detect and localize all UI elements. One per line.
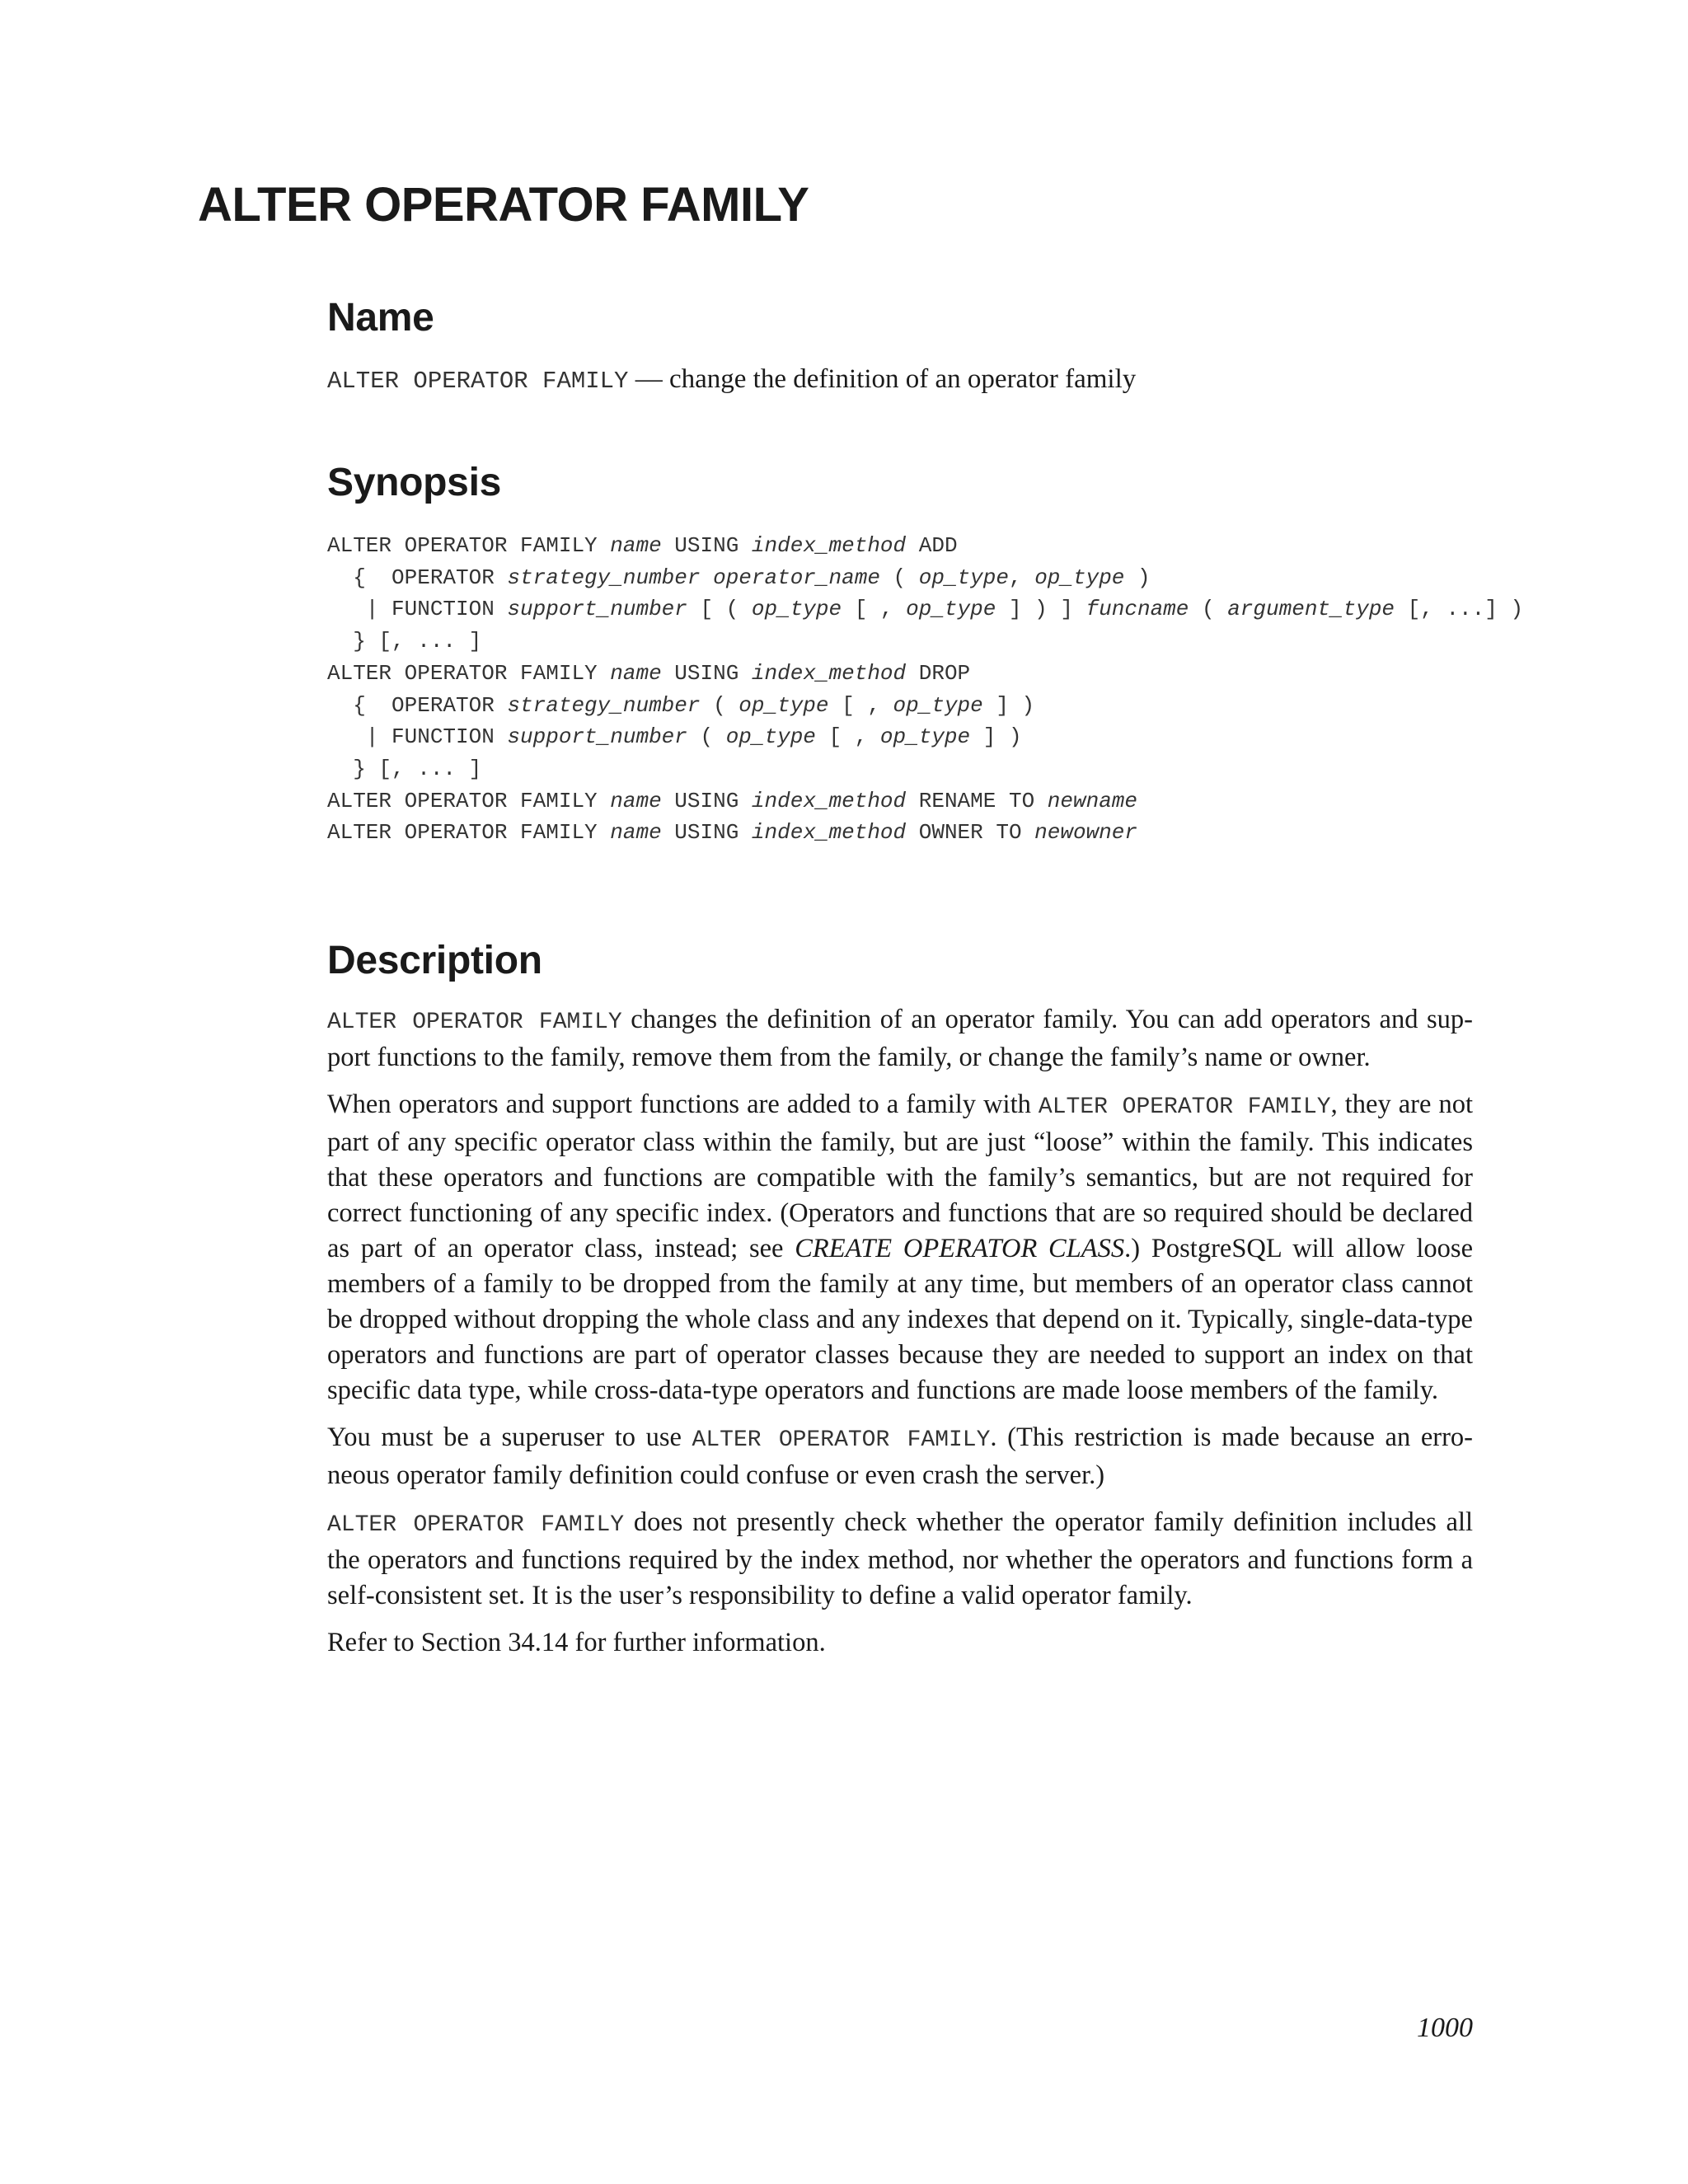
synopsis-line <box>327 658 1523 690</box>
text-run: } [, ... ] <box>327 629 482 654</box>
placeholder-term: support_number <box>507 597 687 622</box>
text-run: USING <box>661 820 752 846</box>
placeholder-term: newname <box>1047 788 1137 813</box>
text-run: [, ...] ) <box>1395 597 1524 622</box>
text-run: , they are not part of any specific operator class within the family, but are just “loose” within the family. This indicates that these operators and functions are compatible with the family’s semantics, but are not required for correct functioning of any specific index. (Operators and functions that are so required should be declared as part of an operator class, instead; see <box>327 1090 1473 1263</box>
text-run: ALTER OPERATOR FAMILY <box>327 533 611 558</box>
page-title: ALTER OPERATOR FAMILY <box>198 178 809 232</box>
text-run: USING <box>661 660 752 686</box>
name-line <box>327 363 1473 398</box>
placeholder-term: op_type <box>725 724 816 750</box>
text-run: .) PostgreSQL will allow loose members of a family to be dropped from the family at any time, but members of an operator class cannot be dropped without dropping the whole class and any indexes that depend on it. Typically, single-data-type operators and functions are part of operator classes because they are needed to support an index on that specific data type, while cross-data-type operators and functions are made loose members of the family. <box>327 1234 1473 1405</box>
command-name: ALTER OPERATOR FAMILY <box>327 368 629 395</box>
description-paragraph <box>327 1002 1473 1076</box>
synopsis-line <box>327 817 1523 849</box>
cross-reference: CREATE OPERATOR CLASS <box>795 1234 1125 1263</box>
placeholder-term: op_type <box>879 724 971 750</box>
page-number: 1000 <box>1417 2013 1473 2043</box>
placeholder-term: op_type <box>893 692 983 718</box>
placeholder-term: op_type <box>738 692 829 718</box>
description-heading: Description <box>327 939 542 982</box>
text-run: [ , <box>828 692 893 718</box>
name-heading: Name <box>327 296 434 340</box>
placeholder-term: argument_type <box>1227 597 1395 622</box>
synopsis-line <box>327 721 1523 753</box>
text-run: ( <box>687 724 726 750</box>
text-run: ] ) <box>970 724 1022 750</box>
synopsis-line <box>327 626 1523 658</box>
text-run: OWNER TO <box>906 820 1035 846</box>
text-run: ( <box>1189 597 1228 622</box>
inline-code: ALTER OPERATOR FAMILY <box>1038 1094 1331 1120</box>
text-run: USING <box>661 533 752 558</box>
text-run: { OPERATOR <box>327 692 508 718</box>
description-paragraph <box>327 1420 1473 1493</box>
placeholder-term: name <box>610 660 662 686</box>
text-run: does not presently check whether the operator family definition includes all the operators and functions required by the index method, nor whether the operators and functions form a self-consistent set. It is the user’s responsibility to define a valid operator family. <box>327 1507 1473 1610</box>
placeholder-term: name <box>610 788 662 813</box>
text-run: [ ( <box>687 597 752 622</box>
placeholder-term: op_type <box>918 565 1009 590</box>
placeholder-term: support_number <box>507 724 687 750</box>
placeholder-term: index_method <box>751 788 907 813</box>
placeholder-term: index_method <box>751 533 907 558</box>
text-run: ( <box>879 565 919 590</box>
placeholder-term: strategy_number <box>507 692 701 718</box>
text-run: You must be a superuser to use <box>327 1422 692 1452</box>
text-run: Refer to Section 34.14 for further information. <box>327 1628 826 1657</box>
text-run: ALTER OPERATOR FAMILY <box>327 788 611 813</box>
text-run: [ , <box>842 597 907 622</box>
text-run <box>700 565 713 590</box>
description-body <box>327 1002 1473 1672</box>
text-run: ] ) <box>982 692 1035 718</box>
placeholder-term: strategy_number <box>507 565 701 590</box>
text-run: USING <box>661 788 752 813</box>
text-run: | FUNCTION <box>327 597 508 622</box>
placeholder-term: op_type <box>751 597 842 622</box>
text-run: ALTER OPERATOR FAMILY <box>327 660 611 686</box>
synopsis-line <box>327 785 1523 818</box>
placeholder-term: operator_name <box>713 565 880 590</box>
text-run: ] ) ] <box>996 597 1086 622</box>
command-summary: — change the definition of an operator family <box>628 364 1137 394</box>
inline-code: ALTER OPERATOR FAMILY <box>692 1427 991 1453</box>
text-run: ) <box>1124 565 1151 590</box>
text-run: { OPERATOR <box>327 565 508 590</box>
text-run: ADD <box>906 533 958 558</box>
text-run: | FUNCTION <box>327 724 508 750</box>
placeholder-term: index_method <box>751 660 907 686</box>
placeholder-term: name <box>610 820 662 846</box>
placeholder-term: op_type <box>906 597 996 622</box>
placeholder-term: name <box>610 533 662 558</box>
text-run: DROP <box>906 660 971 686</box>
description-paragraph <box>327 1625 1473 1661</box>
text-run: . (This restriction is made because an erro-neous operator family definition could confuse or even crash the server.) <box>327 1422 1473 1490</box>
synopsis-line <box>327 562 1523 594</box>
synopsis-line <box>327 690 1523 722</box>
text-run: , <box>1008 565 1035 590</box>
text-run: [ , <box>815 724 880 750</box>
text-run: } [, ... ] <box>327 756 482 781</box>
synopsis-line <box>327 593 1523 626</box>
text-run: ALTER OPERATOR FAMILY <box>327 820 611 846</box>
inline-code: ALTER OPERATOR FAMILY <box>327 1010 622 1035</box>
text-run: changes the definition of an operator family. You can add operators and sup-port functions to the family, remove them from the family, or change the family’s name or owner. <box>327 1005 1473 1072</box>
placeholder-term: index_method <box>751 820 907 846</box>
synopsis-line <box>327 753 1523 785</box>
synopsis-heading: Synopsis <box>327 461 501 504</box>
synopsis-code-block <box>327 530 1523 849</box>
placeholder-term: op_type <box>1034 565 1125 590</box>
synopsis-line <box>327 530 1523 562</box>
text-run: ( <box>700 692 739 718</box>
description-paragraph <box>327 1087 1473 1408</box>
placeholder-term: newowner <box>1034 820 1137 846</box>
inline-code: ALTER OPERATOR FAMILY <box>327 1512 625 1538</box>
text-run: RENAME TO <box>906 788 1048 813</box>
placeholder-term: funcname <box>1085 597 1189 622</box>
description-paragraph <box>327 1505 1473 1614</box>
text-run: When operators and support functions are added to a family with <box>327 1090 1039 1119</box>
